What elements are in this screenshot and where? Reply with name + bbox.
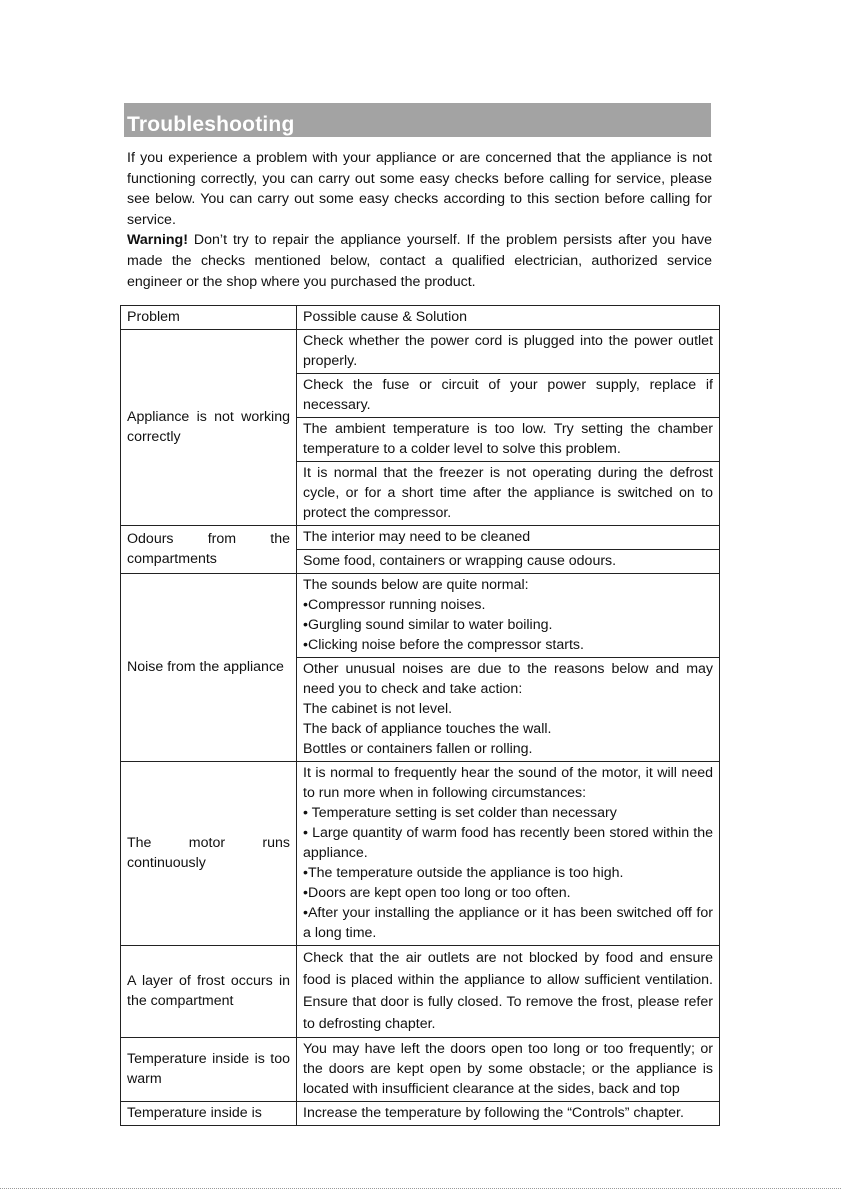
- solution-cell: [297, 526, 720, 550]
- solution-cell: [297, 1102, 720, 1126]
- solution-line: •Compressor running noises.: [303, 597, 486, 613]
- solution-line: • Temperature setting is set colder than necessary: [303, 805, 617, 821]
- solution-line: Bottles or containers fallen or rolling.: [303, 741, 533, 757]
- solution-cell: [297, 1038, 720, 1102]
- solution-cell: [297, 946, 720, 1038]
- problem-cell: [121, 330, 297, 526]
- table-row: [121, 526, 720, 550]
- warning-paragraph: [127, 230, 712, 292]
- table-row: [121, 574, 720, 658]
- section-title-bar: [124, 103, 711, 137]
- solution-line: The interior may need to be cleaned: [303, 529, 531, 545]
- solution-line: It is normal to frequently hear the sound of the motor, it will need to run more when in following circumstances:: [303, 765, 713, 801]
- problem-text: Appliance is not working correctly: [127, 409, 290, 445]
- problem-cell: [121, 526, 297, 574]
- problem-text: Noise from the appliance: [127, 659, 284, 675]
- solution-line: •After your installing the appliance or it has been switched off for a long time.: [303, 905, 713, 941]
- problem-cell: [121, 574, 297, 762]
- solution-line: The cabinet is not level.: [303, 701, 453, 717]
- solution-line: Check whether the power cord is plugged into the power outlet properly.: [303, 333, 713, 369]
- solution-line: Other unusual noises are due to the reasons below and may need you to check and take action:: [303, 661, 713, 697]
- table-row: [121, 762, 720, 946]
- problem-text: A layer of frost occurs in the compartment: [127, 973, 290, 1009]
- solution-line: Some food, containers or wrapping cause odours.: [303, 553, 617, 569]
- header-problem: Problem: [121, 306, 297, 330]
- warning-text: Don’t try to repair the appliance yourself. If the problem persists after you have made the checks mentioned below, contact a qualified electrician, authorized service engineer or the shop where you purchased the product.: [127, 232, 712, 290]
- solution-line: • Large quantity of warm food has recently been stored within the appliance.: [303, 825, 713, 861]
- solution-line: Increase the temperature by following the “Controls” chapter.: [303, 1105, 684, 1121]
- solution-cell: [297, 330, 720, 374]
- problem-cell: [121, 762, 297, 946]
- warning-label: Warning!: [127, 232, 188, 249]
- problem-cell: [121, 1102, 297, 1126]
- table-row: [121, 946, 720, 1038]
- problem-text: Temperature inside is: [127, 1105, 262, 1121]
- header-solution: Possible cause & Solution: [297, 306, 720, 330]
- solution-line: •The temperature outside the appliance is too high.: [303, 865, 624, 881]
- problem-text: Odours from the compartments: [127, 531, 290, 567]
- solution-line: •Clicking noise before the compressor starts.: [303, 637, 584, 653]
- problem-cell: [121, 1038, 297, 1102]
- solution-cell: [297, 658, 720, 762]
- page-title: Troubleshooting: [127, 113, 295, 136]
- solution-cell: [297, 462, 720, 526]
- intro-text: [127, 148, 712, 292]
- page-bottom-rule: [0, 1188, 841, 1189]
- table-header-row: [121, 306, 720, 330]
- solution-cell: [297, 574, 720, 658]
- table-row: [121, 330, 720, 374]
- solution-line: The ambient temperature is too low. Try setting the chamber temperature to a colder level to solve this problem.: [303, 421, 713, 457]
- solution-line: The sounds below are quite normal:: [303, 577, 529, 593]
- solution-line: The back of appliance touches the wall.: [303, 721, 552, 737]
- problem-text: The motor runs continuously: [127, 835, 290, 871]
- problem-cell: [121, 946, 297, 1038]
- solution-cell: [297, 418, 720, 462]
- table-row: [121, 1102, 720, 1126]
- problem-text: Temperature inside is too warm: [127, 1051, 290, 1087]
- solution-line: It is normal that the freezer is not operating during the defrost cycle, or for a short time after the appliance is switched on to protect the compressor.: [303, 465, 713, 521]
- table-row: [121, 1038, 720, 1102]
- intro-paragraph: If you experience a problem with your appliance or are concerned that the appliance is not functioning correctly, you can carry out some easy checks before calling for service, please see below. You can carry out some easy checks according to this section before calling for service.: [127, 150, 712, 228]
- solution-line: Check the fuse or circuit of your power supply, replace if necessary.: [303, 377, 713, 413]
- solution-cell: [297, 374, 720, 418]
- troubleshooting-table: [120, 305, 720, 1126]
- solution-cell: [297, 762, 720, 946]
- solution-line: •Gurgling sound similar to water boiling.: [303, 617, 553, 633]
- solution-line: •Doors are kept open too long or too often.: [303, 885, 571, 901]
- solution-cell: [297, 550, 720, 574]
- solution-line: You may have left the doors open too long or too frequently; or the doors are kept open by some obstacle; or the appliance is located with insufficient clearance at the sides, back and top: [303, 1041, 713, 1097]
- solution-line: Check that the air outlets are not blocked by food and ensure food is placed within the appliance to allow sufficient ventilation. Ensure that door is fully closed. To remove the frost, please refer to defrosting chapter.: [303, 950, 713, 1032]
